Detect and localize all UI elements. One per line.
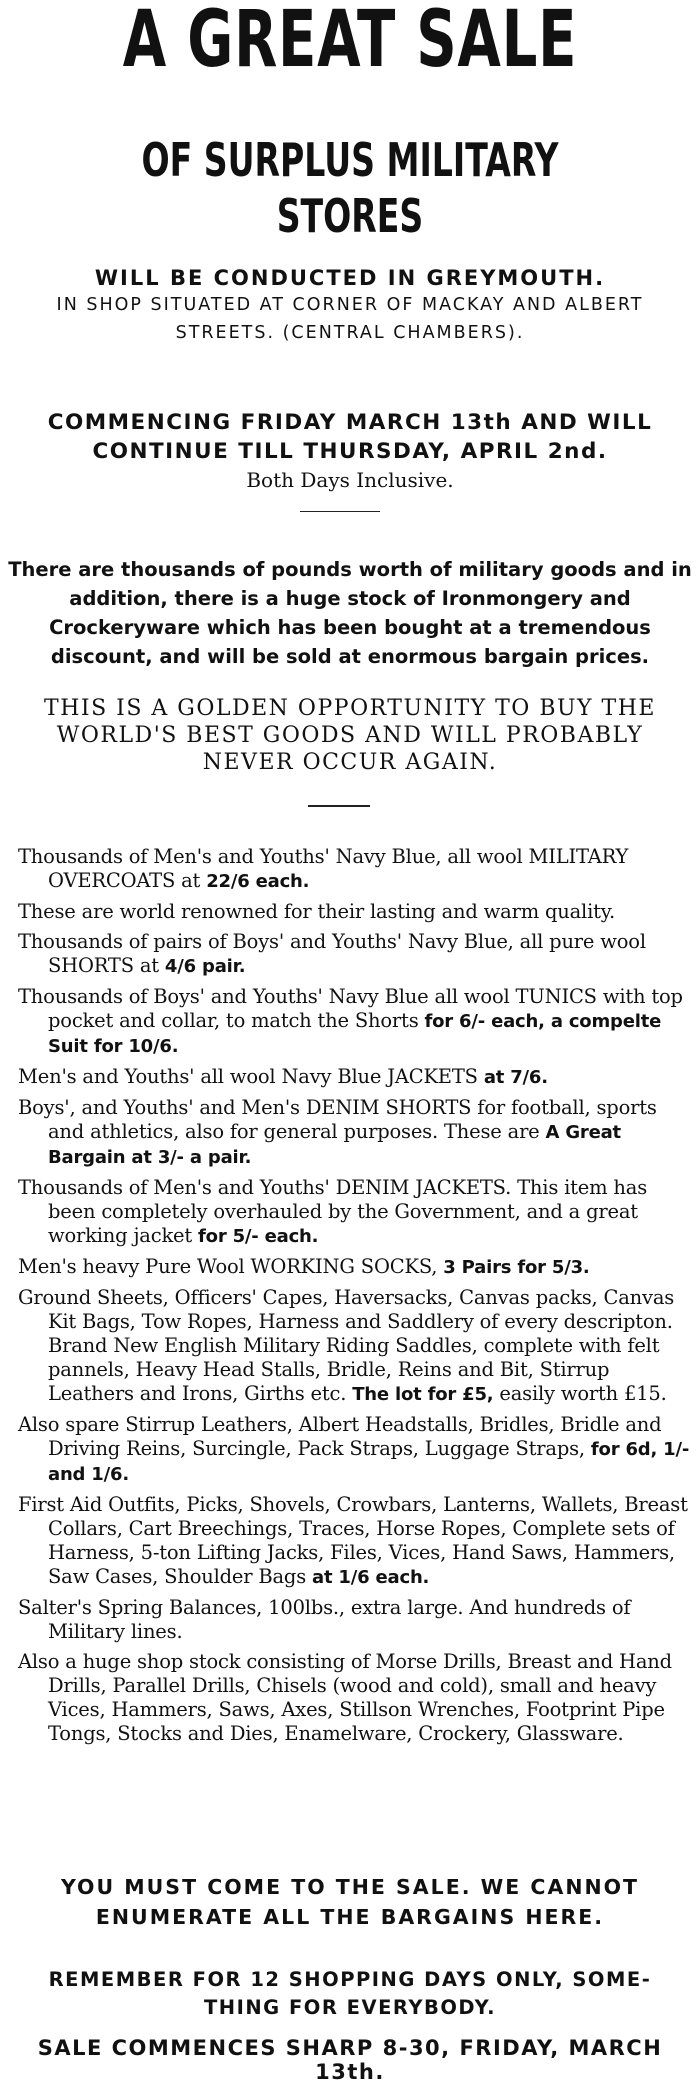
list-item (6, 845, 694, 894)
list-item (6, 1255, 694, 1280)
item-text: Men's heavy Pure Wool WORKING SOCKS, (18, 1255, 444, 1278)
item-text: These are world renowned for their lasting and warm quality. (18, 900, 615, 923)
list-item (6, 1493, 694, 1590)
closing-line-2: ENUMERATE ALL THE BARGAINS HERE. (95, 1905, 605, 1929)
list-item (6, 1650, 694, 1746)
item-text: Thousands of Boys' and Youths' Navy Blue all wool TUNICS with top pocket and collar, to match the Shorts (18, 985, 683, 1032)
item-price: at 1/6 each. (312, 1567, 430, 1588)
venue-line-2: IN SHOP SITUATED AT CORNER OF MACKAY AND ALBERT (56, 295, 644, 315)
list-item (6, 985, 694, 1059)
item-price: 4/6 pair. (164, 956, 246, 977)
divider-rule (308, 805, 370, 807)
dates-line-3: Both Days Inclusive. (246, 468, 454, 492)
list-item (6, 1596, 694, 1644)
item-text: Thousands of Men's and Youths' DENIM JACKETS. This item has been completely overhauled by the Government, and a great working jacket (18, 1176, 648, 1247)
intro-paragraph: There are thousands of pounds worth of military goods and in addition, there is a huge stock of Ironmongery and Crockeryware which has been bought at a tremendous discount, and will be sold at enormous bargain prices. (8, 558, 692, 668)
dates-line-1: COMMENCING FRIDAY MARCH 13th AND WILL (47, 410, 653, 435)
headline-subtitle-1: OF SURPLUS MILITARY (141, 133, 559, 187)
closing-line-1: YOU MUST COME TO THE SALE. WE CANNOT (60, 1875, 640, 1899)
item-text: Thousands of pairs of Boys' and Youths' Navy Blue, all pure wool SHORTS at (18, 930, 646, 977)
list-item (6, 1413, 694, 1487)
item-text: Thousands of Men's and Youths' Navy Blue, all wool MILITARY OVERCOATS at (18, 845, 629, 892)
list-item (6, 1176, 694, 1249)
item-text: Men's and Youths' all wool Navy Blue JACKETS (18, 1065, 484, 1088)
item-price: The lot for £5, (352, 1384, 494, 1405)
list-item (6, 900, 694, 924)
item-text: Boys', and Youths' and Men's DENIM SHORTS for football, sports and athletics, also for general purposes. These are (18, 1096, 657, 1143)
divider-short (300, 511, 380, 512)
golden-opportunity-text: THIS IS A GOLDEN OPPORTUNITY TO BUY THE WORLD'S BEST GOODS AND WILL PROBABLY NEVER OCCUR AGAIN. (44, 696, 656, 775)
item-text-after: easily worth £15. (493, 1382, 667, 1405)
item-text: Also a huge shop stock consisting of Morse Drills, Breast and Hand Drills, Parallel Drills, Chisels (wood and cold), small and heavy Vices, Hammers, Saws, Axes, Stillson Wrenches, Footprint Pipe Tongs, Stocks and Dies, Enamelware, Crockery, Glassware. (18, 1650, 672, 1745)
item-text: Salter's Spring Balances, 100lbs., extra large. And hundreds of Military lines. (18, 1596, 631, 1643)
list-item (6, 930, 694, 979)
item-text: Ground Sheets, Officers' Capes, Haversacks, Canvas packs, Canvas Kit Bags, Tow Ropes, Harness and Saddlery of every descripton. Brand New English Military Riding Saddles, complete with felt pannels, Heavy Head Stalls, Bridle, Reins and Bit, Stirrup Leathers and Irons, Girths etc. (18, 1286, 675, 1405)
item-price: for 5/- each. (198, 1226, 319, 1247)
item-text: First Aid Outfits, Picks, Shovels, Crowbars, Lanterns, Wallets, Breast Collars, Cart Breechings, Traces, Horse Ropes, Complete sets of Harness, 5-ton Lifting Jacks, Files, Vices, Hand Saws, Hammers, Saw Cases, Shoulder Bags (18, 1493, 688, 1588)
closing-line-5: SALE COMMENCES SHARP 8-30, FRIDAY, MARCH 13th. (37, 2036, 663, 2084)
items-list (6, 845, 694, 1752)
closing-line-4: THING FOR EVERYBODY. (203, 1996, 496, 2019)
item-price: for 6/- each, a compelte Suit for 10/6. (48, 1011, 662, 1057)
closing-line-3: REMEMBER FOR 12 SHOPPING DAYS ONLY, SOME- (48, 1968, 652, 1991)
headline-title: A GREAT SALE (122, 0, 578, 85)
headline-subtitle-2: STORES (276, 189, 424, 243)
item-price: at 7/6. (483, 1067, 548, 1088)
item-text: Also spare Stirrup Leathers, Albert Headstalls, Bridles, Bridle and Driving Reins, Surcingle, Pack Straps, Luggage Straps, (18, 1413, 662, 1460)
item-price: 22/6 each. (206, 871, 310, 892)
list-item (6, 1286, 694, 1407)
list-item (6, 1065, 694, 1090)
item-price: A Great Bargain at 3/- a pair. (48, 1122, 621, 1168)
dates-line-2: CONTINUE TILL THURSDAY, APRIL 2nd. (92, 439, 608, 464)
item-price: for 6d, 1/- and 1/6. (48, 1439, 690, 1485)
venue-line-1: WILL BE CONDUCTED IN GREYMOUTH. (94, 266, 606, 290)
list-item (6, 1096, 694, 1170)
item-price: 3 Pairs for 5/3. (443, 1257, 590, 1278)
venue-line-3: STREETS. (CENTRAL CHAMBERS). (175, 323, 525, 343)
